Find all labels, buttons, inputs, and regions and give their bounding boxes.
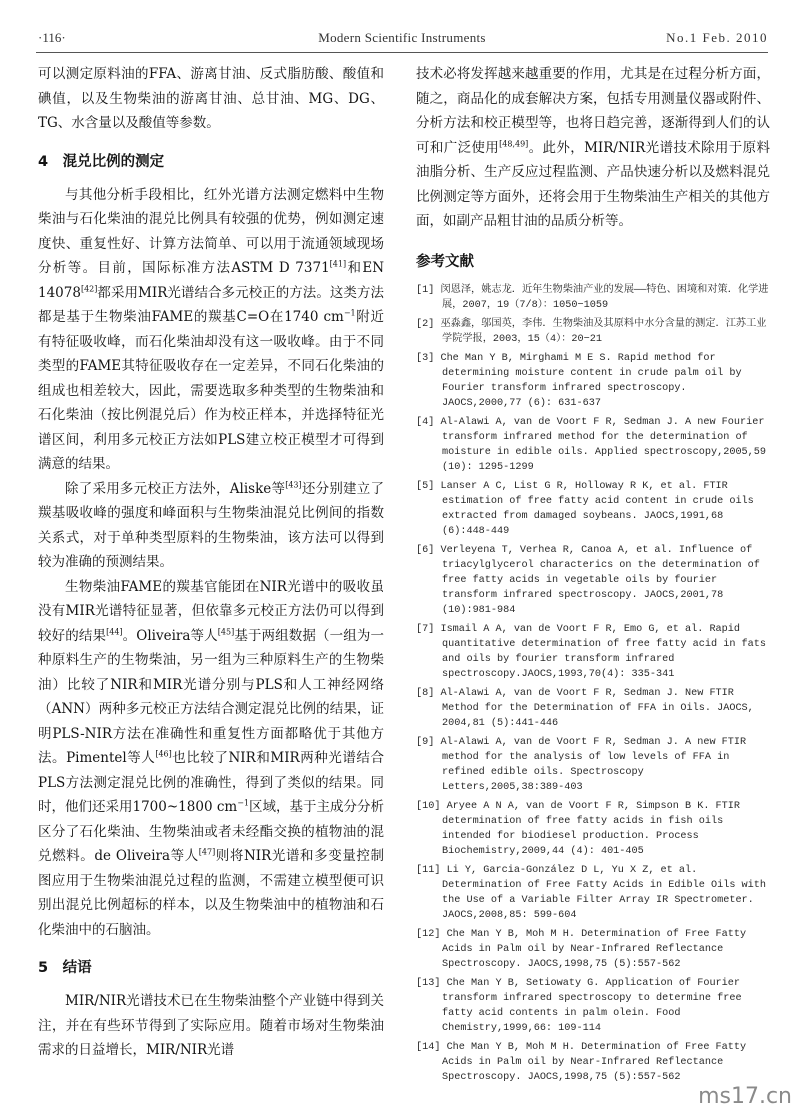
section-4-paragraph-3: 生物柴油FAME的羰基官能团在NIR光谱中的吸收虽没有MIR光谱特征显著，但依靠多元校正方法仍可以得到较好的结果[44]。Oliveira等人[45]基于两组数据（一组为一种原料生产的生物柴油，另一组为三种原料生产的生物柴油）比较了NIR和MIR光谱分别与PLS和人工神经网络（ANN）两种多元校正方法结合测定混兑比例的结果，证明PLS-NIR方法在准确性和重复性方面都略优于其他方法。Pimentel等人[46]也比较了NIR和MIR两种光谱结合PLS方法测定混兑比例的准确性，得到了类似的结果。同时，他们还采用1700~1800 $cm^{-1}$区域，基于主成分分析区分了石化柴油、生物柴油或者未经酯交换的植物油的混兑燃料。de Oliveira等人[47]则将NIR光谱和多变量控制图应用于生物柴油混兑过程的监测，不需建立模型便可识别出混兑比例超标的样本，以及生物柴油中的植物油和石化柴油中的石脑油。 [38, 578, 385, 938]
header-rule [36, 52, 768, 53]
reference-item: [6] Verleyena T, Verhea R, Canoa A, et al. Influence of triacylglycerol characterics on the determination of free fatty acids in vegetable oils by fourier transform infrared spectroscopy. JAOCS,2001,78 (10):981-984 [416, 544, 760, 616]
reference-item: [3] Che Man Y B, Mirghami M E S. Rapid method for determining moisture content in crude palm oil by Fourier transform infrared spectroscopy. JAOCS,2000,77 (6): 631-637 [416, 352, 742, 409]
issue-info: No.1 Feb. 2010 [666, 30, 768, 45]
reference-item: [12] Che Man Y B, Moh M H. Determination of Free Fatty Acids in Palm oil by Near-Infrared Reflectance Spectroscopy. JAOCS,1998,75 (5):557-562 [416, 928, 747, 970]
reference-item: [1] 闵恩泽，姚志龙．近年生物柴油产业的发展——特色、困境和对策．化学进展，2007，19（7/8）：1050−1059 [416, 284, 769, 311]
section-5-paragraph: MIR/NIR光谱技术已在生物柴油整个产业链中得到关注，并在有些环节得到了实际应用。随着市场对生物柴油需求的日益增长，MIR/NIR光谱 [38, 993, 384, 1058]
reference-item: [14] Che Man Y B, Moh M H. Determination of Free Fatty Acids in Palm oil by Near-Infrared Reflectance Spectroscopy. JAOCS,1998,75 (5):557-562 [416, 1041, 747, 1083]
watermark: ms17.cn [698, 1084, 792, 1109]
section-5-heading: 5 结语 [38, 960, 92, 976]
section-4-heading: 4 混兑比例的测定 [38, 153, 165, 170]
section-4-paragraph-2: 除了采用多元校正方法外，Aliske等[43]还分别建立了羰基吸收峰的强度和峰面积与生物柴油混兑比例间的指数关系式，对于单种类型原料的生物柴油，该方法可以得到较为准确的预测结果。 [38, 480, 385, 570]
reference-item: [13] Che Man Y B, Setiowaty G. Application of Fourier transform infrared spectroscopy to determine free fatty acid contents in palm olein. Food Chemistry,1999,66: 109-114 [416, 977, 742, 1034]
reference-item: [10] Aryee A N A, van de Voort F R, Simpson B K. FTIR determination of free fatty acids in fish oils intended for biodiesel production. Process Biochemistry,2009,44 (4): 401-405 [416, 800, 741, 857]
left-column [38, 62, 384, 1063]
reference-item: [7] Ismail A A, van de Voort F R, Emo G, et al. Rapid quantitative determination of free fatty acid in fats and oils by fourier transform infrared spectroscopy.JAOCS,1993,70(4): 335-341 [416, 623, 767, 680]
reference-item: [5] Lanser A C, List G R, Holloway R K, et al. FTIR estimation of free fatty acid content in crude oils extracted from damaged soybeans. JAOCS,1991,68 (6):448-449 [416, 480, 754, 537]
running-header [36, 30, 768, 50]
journal-name: Modern Scientific Instruments [318, 30, 486, 45]
references-heading: 参考文献 [416, 253, 474, 270]
reference-item: [4] Al-Alawi A, van de Voort F R, Sedman J. A new Fourier transform infrared method for the determination of moisture in edible oils. Applied spectroscopy,2005,59 (10): 1295-1299 [416, 416, 767, 473]
section-4-paragraph-1: 与其他分析手段相比，红外光谱方法测定燃料中生物柴油与石化柴油的混兑比例具有较强的优势，例如测定速度快、重复性好、计算方法简单、可以用于流通领域现场分析等。目前，国际标准方法ASTM D 7371[41]和EN 14078[42]都采用MIR光谱结合多元校正的方法。这类方法都是基于生物柴油FAME的羰基C=O在1740 $cm^{-1}$附近有特征吸收峰，而石化柴油却没有这一吸收峰。由于不同类型的FAME其特征吸收存在一定差异，不同石化柴油的组成也相差较大，因此，需要选取多种类型的生物柴油和石化柴油（按比例混兑后）作为校正样本，并选择特征光谱区间，利用多元校正方法如PLS建立校正模型才可得到满意的结果。 [38, 186, 385, 472]
reference-item: [8] Al-Alawi A, van de Voort F R, Sedman J. New FTIR Method for the Determination of FFA in Oils. JAOCS, 2004,81 (5):441-446 [416, 687, 754, 729]
reference-item: [2] 巫淼鑫，邬国英，李伟．生物柴油及其原料中水分含量的测定．江苏工业学院学报，2003，15（4）：20−21 [416, 318, 767, 345]
right-column [416, 62, 770, 1089]
intro-paragraph: 可以测定原料油的FFA、游离甘油、反式脂肪酸、酸值和碘值，以及生物柴油的游离甘油、总甘油、MG、DG、TG、水含量以及酸值等参数。 [38, 66, 384, 131]
reference-item: [11] Li Y, Garcia-González D L, Yu X Z, et al. Determination of Free Fatty Acids in Edible Oils with the Use of a Variable Filter Array IR Spectrometer. JAOCS,2008,85: 599-604 [416, 864, 767, 921]
reference-list [416, 283, 770, 1085]
reference-item: [9] Al-Alawi A, van de Voort F R, Sedman J. A new FTIR method for the analysis of low levels of FFA in refined edible oils. Spectroscopy Letters,2005,38:389-403 [416, 736, 747, 793]
page-number: ·116· [38, 30, 66, 45]
conclusion-paragraph: 技术必将发挥越来越重要的作用，尤其是在过程分析方面，随之，商品化的成套解决方案，包括专用测量仪器或附件、分析方法和校正模型等，也将日趋完善，逐渐得到人们的认可和广泛使用[48,49]。此外，MIR/NIR光谱技术除用于原料油脂分析、生产反应过程监测、产品快速分析以及燃料混兑比例测定等方面外，还将会用于生物柴油生产相关的其他方面，如副产品粗甘油的品质分析等。 [416, 66, 770, 229]
